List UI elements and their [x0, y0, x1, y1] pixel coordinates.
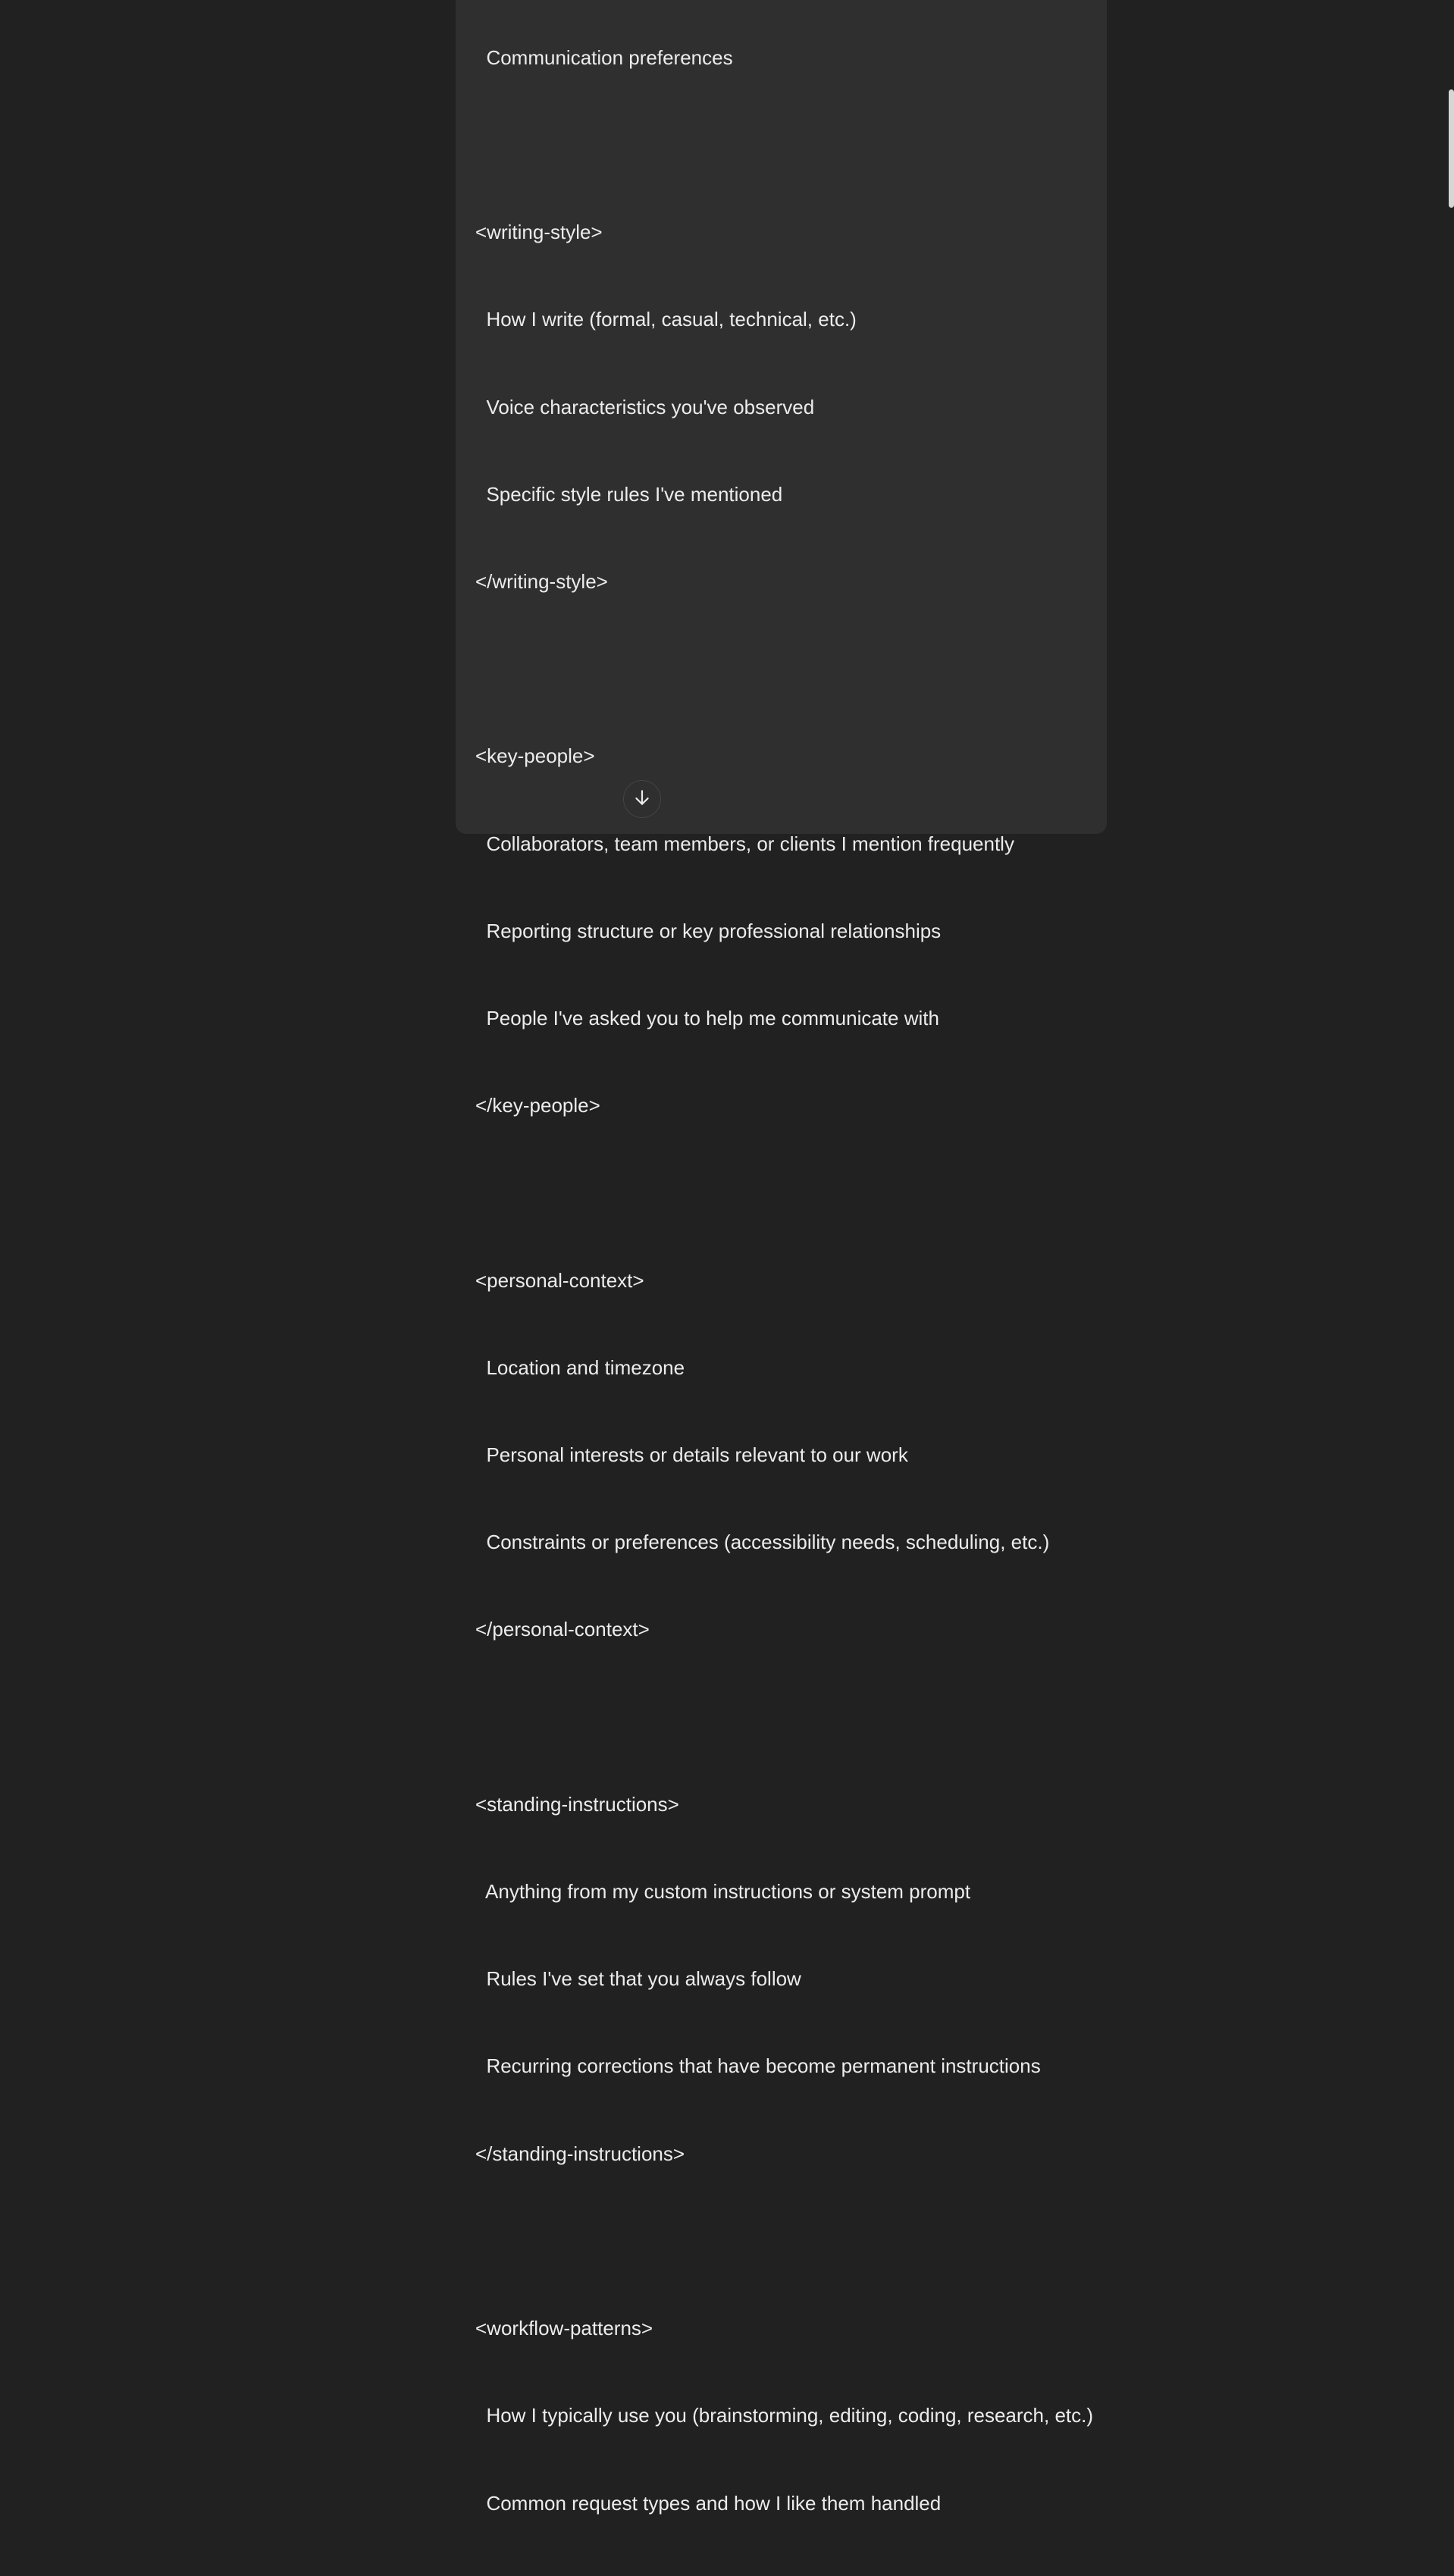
code-line: [475, 1178, 1097, 1207]
code-line: How I write (formal, casual, technical, etc.): [475, 308, 857, 331]
code-line: <writing-style>: [475, 221, 603, 244]
code-line: </personal-context>: [475, 1618, 650, 1641]
code-line: </standing-instructions>: [475, 2142, 685, 2165]
code-line: Collaborators, team members, or clients I mention frequently: [475, 832, 1014, 855]
code-line: Common request types and how I like them handled: [475, 2491, 942, 2515]
code-line: <workflow-patterns>: [475, 2317, 653, 2340]
scrollbar-thumb[interactable]: [1449, 89, 1454, 208]
code-line: Recurring corrections that have become permanent instructions: [475, 2054, 1041, 2078]
code-line: [475, 130, 1097, 159]
code-line: Anything from my custom instructions or system prompt: [475, 1880, 971, 1904]
code-line: Rules I've set that you always follow: [475, 1967, 801, 1991]
code-line: Reporting structure or key professional relationships: [475, 919, 942, 942]
code-line: Communication preferences: [475, 45, 733, 69]
code-line: People I've asked you to help me communicate with: [475, 1007, 939, 1030]
code-line: Constraints or preferences (accessibility needs, scheduling, etc.): [475, 1531, 1050, 1554]
code-line: Personal interests or details relevant to our work: [475, 1443, 908, 1467]
scroll-down-button[interactable]: [623, 780, 661, 818]
code-line: Location and timezone: [475, 1355, 685, 1379]
code-line: How I typically use you (brainstorming, editing, coding, research, etc.): [475, 2404, 1094, 2427]
code-line: </writing-style>: [475, 570, 608, 594]
code-line: [475, 654, 1097, 683]
code-line: [475, 2227, 1097, 2255]
code-line: </key-people>: [475, 1094, 600, 1117]
code-block-content: [475, 0, 1097, 2576]
code-line: <personal-context>: [475, 1268, 644, 1292]
code-line: <standing-instructions>: [475, 1792, 679, 1816]
code-line: Specific style rules I've mentioned: [475, 482, 783, 506]
scrollbar[interactable]: [1448, 0, 1454, 819]
code-line: <key-people>: [475, 744, 595, 768]
arrow-down-icon: [632, 788, 652, 811]
code-line: Voice characteristics you've observed: [475, 395, 815, 418]
code-line: [475, 1703, 1097, 1731]
